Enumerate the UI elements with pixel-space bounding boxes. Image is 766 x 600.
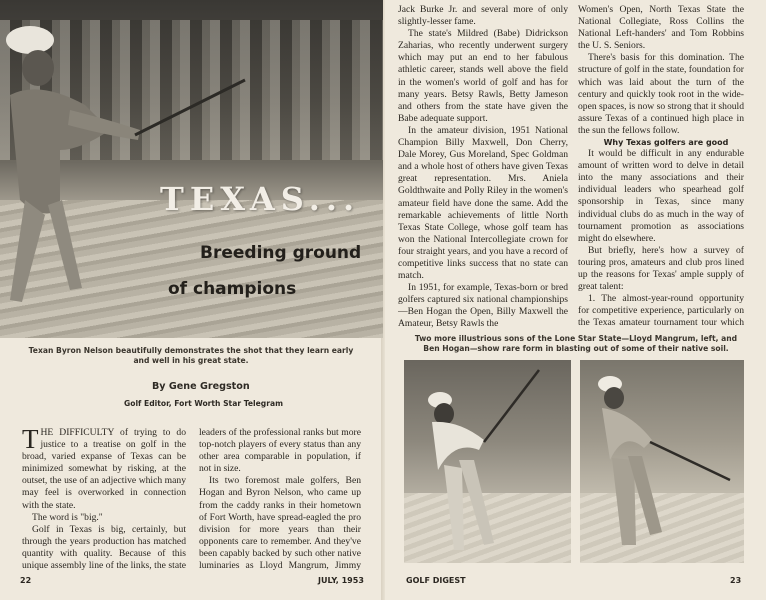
author-title: Golf Editor, Fort Worth Star Telegram [124,399,283,408]
paragraph: HE DIFFICULTY of trying to do justice to a treatise on golf in the broad, varied expanse of Texas can be minimized somewhat by risking, at the outset, the use of an adjective which many may feel is overworked in connection with the state. [22,427,186,511]
paragraph: In the amateur division, 1951 National Champion Billy Maxwell, Don Cherry, Dale Morey, Gus Moreland, Spec Goldman and a whole host of others have given Texas great representation. Mrs. Aniela Goldthwaite and Polly Riley in the women's amateur field have done the same. Add the remarkable achievements of little North Texas State College, whose golf team has won the National Intercollegiate crown for four straight years, and you have a record of competitive links success that no state can match. [398,124,568,282]
paragraph: The word is "big." [32,511,103,523]
author-byline: By Gene Gregston [152,381,250,392]
paragraph: The state's Mildred (Babe) Didrickson Zaharias, who recently underwent surgery which may put an end to her fabulous athletic career, stands well above the field in the women's world of golf and has for many years. Betsy Rawls, Betty Jameson and others from the state have given the Babe adequate support. [398,28,568,124]
paragraph: 1. The almost-year-round opportunity for competitive experience, particularly on the Texas amateur tournament tour which [578,293,744,329]
photos-caption: Two more illustrious sons of the Lone Star State—Lloyd Mangrum, left, and Ben Hogan—show rare form in blasting out of some of their native soil. [414,334,738,353]
paragraph: In 1951, for example, Texas-born or bred golfers captured six national championships—Ben Hogan the Open, Billy Maxwell the Amateur, Betsy Rawls the [398,282,568,330]
paragraph: Jack Burke Jr. and several more of only slightly-lesser fame. [398,4,568,28]
mangrum-photo [404,360,571,563]
paragraph: Golf in Texas is big, certainly, but through the years production has matched quantity with quality. Because of this unique assembly line of the links, the state [22,523,186,571]
article-column-1 [22,427,186,571]
hogan-photo [580,360,744,563]
article-column-2 [199,427,361,571]
hero-photo [0,0,383,338]
right-page-number: 23 [730,576,742,585]
paragraph: leaders of the professional ranks but more top-notch players of every status than any other area comparable in population, if not in size. [199,427,361,475]
magazine-name: GOLF DIGEST [406,576,466,585]
paragraph: It would be difficult in any endurable amount of written word to delve in detail into the many associations and their individual leaders who spearhead golf sponsorship in Texas, since many individual clubs do as much in the way of tournament promotion as associations might do elsewhere. [578,148,744,244]
golfer-figure-left [404,360,571,563]
hero-subtitle-line1: Breeding ground [200,243,362,263]
golfer-figure-right [580,360,744,563]
article-column-4 [578,4,744,330]
hero-caption: Texan Byron Nelson beautifully demonstrates the shot that they learn early and well in his great state. [28,346,354,365]
paragraph: Women's Open, North Texas State the National Collegiate, Ross Collins the National Left-handers' and Tom Robbins the U. S. Seniors. [578,4,744,52]
paragraph: There's basis for this domination. The structure of golf in the state, foundation for which was laid about the turn of the century and quickly took root in the wide-open spaces, is now so strong that it should assure Texas of a continued high place in the sun the fellows follow. [578,52,744,136]
paragraph: But briefly, here's how a survey of touring pros, amateurs and club pros lined up the reasons for Texas' ample supply of great talent: [578,244,744,293]
hero-subtitle-line2: of champions [168,279,297,299]
issue-date: JULY, 1953 [318,576,364,585]
paragraph: Its two foremost male golfers, Ben Hogan and Byron Nelson, who came up from the caddy ranks in their hometown of Fort Worth, have spread-eagled the pro division for more years than their opponents care to remember. And they've been capably backed by such other native luminaries as Lloyd Mangrum, Jimmy [199,475,361,571]
left-page-number: 22 [20,576,32,585]
hero-title: TEXAS... [160,180,361,218]
drop-cap: T [22,427,39,454]
article-column-3 [398,4,568,330]
section-subhead: Why Texas golfers are good [603,138,729,148]
